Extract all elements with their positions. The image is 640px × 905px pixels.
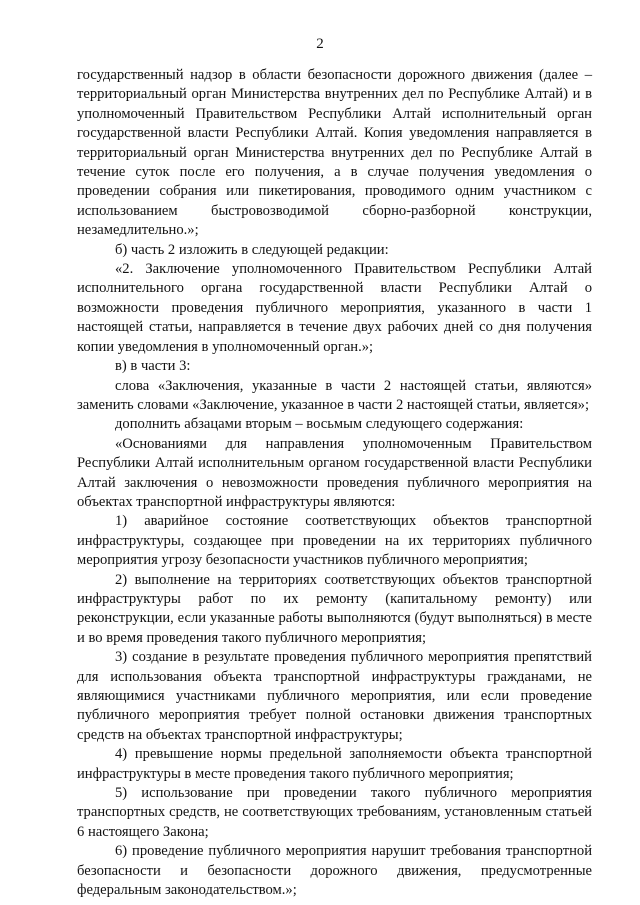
paragraph-amendment-v: в) в части 3: xyxy=(115,358,191,375)
list-item-5: 5) использование при проведении такого публичного мероприятия транспортных средств, не соответствующих требованиям, установленным статьей 6 настоящего Закона; xyxy=(77,785,592,840)
list-item-1: 1) аварийное состояние соответствующих объектов транспортной инфраструктуры, создающее при проведении на их территориях публичного мероприятия угрозу безопасности участников публичного мероприятия; xyxy=(77,513,592,569)
paragraph-part-2-text: «2. Заключение уполномоченного Правительством Республики Алтай исполнительного органа государственной власти Республики Алтай о возможности проведения публичного мероприятия, указанного в части 1 настоящей статьи, направляется в течение двух рабочих дней со дня получения копии уведомления в уполномоченный орган.»; xyxy=(77,261,592,355)
paragraph-continuation: государственный надзор в области безопасности дорожного движения (далее – территориальный орган Министерства внутренних дел по Республике Алтай) и в уполномоченный Правительством Республики Алтай исполнительный орган государственной власти Республики Алтай. Копия уведомления направляется в территориальный орган Министерства внутренних дел по Республике Алтай в течение суток после его получения, а в случае получения уведомления о проведении собрания или пикетирования, проводимого одним участником с использованием быстровозводимой сборно-разборной конструкции, незамедлительно.»; xyxy=(77,67,592,239)
list-item-4: 4) превышение нормы предельной заполняемости объекта транспортной инфраструктуры в месте проведения такого публичного мероприятия; xyxy=(77,746,592,782)
paragraph-amendment-b: б) часть 2 изложить в следующей редакции: xyxy=(115,241,389,258)
paragraph-grounds: «Основаниями для направления уполномоченным Правительством Республики Алтай исполнительным органом государственной власти Республики Алтай заключения о невозможности проведения публичного мероприятия на объектах транспортной инфраструктуры являются: xyxy=(77,435,592,510)
list-item-3: 3) создание в результате проведения публичного мероприятия препятствий для использования объекта транспортной инфраструктуры гражданами, не являющимися участниками публичного мероприятия, или если проведение публичного мероприятия требует полной остановки движения транспортных средств на объектах транспортной инфраструктуры; xyxy=(77,649,592,743)
list-item-6: 6) проведение публичного мероприятия нарушит требования транспортной безопасности и безопасности дорожного движения, предусмотренные федеральным законодательством.»; xyxy=(77,843,592,899)
paragraph-add-sections: дополнить абзацами вторым – восьмым следующего содержания: xyxy=(115,416,524,433)
document-body xyxy=(77,66,592,900)
paragraph-replace-words: слова «Заключения, указанные в части 2 настоящей статьи, являются» заменить словами «Заключение, указанное в части 2 настоящей статьи, является»; xyxy=(77,377,592,413)
list-item-2: 2) выполнение на территориях соответствующих объектов транспортной инфраструктуры работ по их ремонту (капитальному ремонту) или реконструкции, если указанные работы выполняются (будут выполняться) в месте и во время проведения такого публичного мероприятия; xyxy=(77,571,592,646)
page-number: 2 xyxy=(316,36,324,52)
